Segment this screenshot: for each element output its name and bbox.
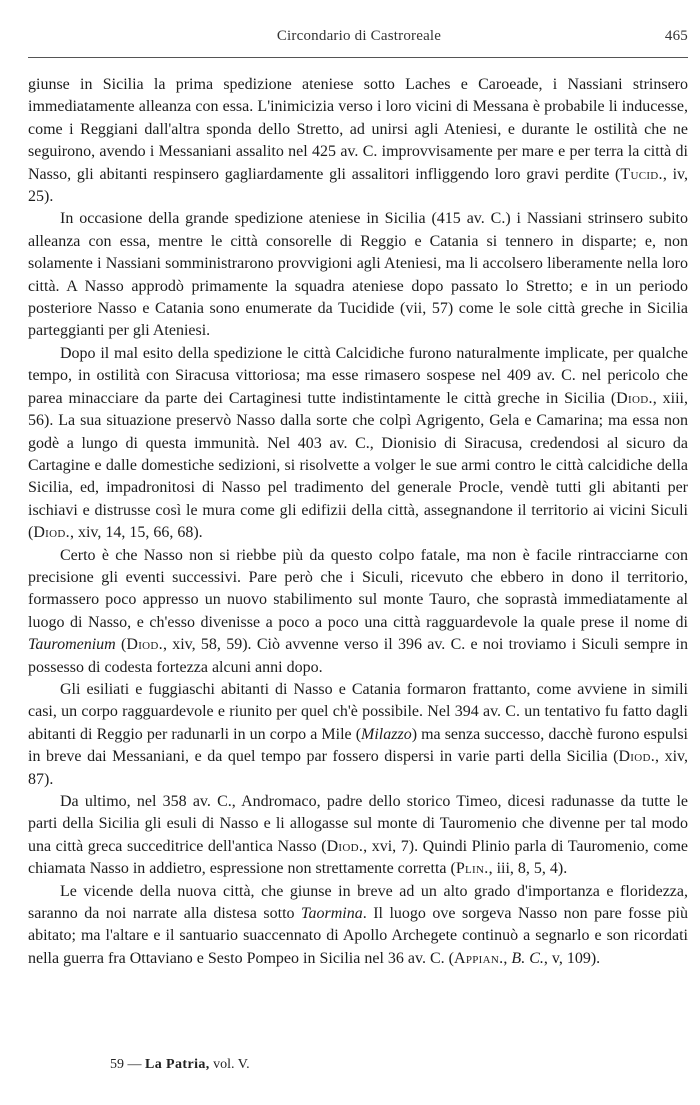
text-run: giunse in Sicilia la prima spedizione ateniese sotto Laches e Caroeade, i Nassiani strinsero immediatamente alleanza con essa. L'inimicizia verso i loro vicini di Messana è probabile li inducesse, come i Reggiani dall'altra sponda dello Stretto, ad unirsi agli Ateniesi, e durante le ostilità che ne seguirono, avendo i Messaniani assalito nel 425 av. C. improvvisamente per mare e per terra la città di Nasso, gli abitanti respinsero gagliardamente gli assalitori infliggendo loro gravi perdite ( — [28, 76, 688, 183]
running-head — [30, 28, 688, 48]
paragraph — [28, 343, 688, 545]
text-run: , iv, 25). — [28, 165, 688, 206]
citation-author: Appian. — [453, 949, 504, 967]
text-run: Certo è che Nasso non si riebbe più da questo colpo fatale, ma non è facile rintracciarne con precisione gli eventi successivi. Pare però che i Siculi, ricevuto che ebbero in dono il territorio, formassero poco appresso un nuovo stabilimento sul monte Tauro, che soprastà immediatamente al luogo di Nasso, e ch'esso divenisse a poco a poco una città ragguardevole la quale prese il nome di — [28, 546, 688, 631]
text-run: , xiv, 58, 59). Ciò avvenne verso il 396 av. C. e noi troviamo i Siculi sempre in possesso di codesta fortezza alcuni anni dopo. — [28, 636, 689, 676]
paragraph — [28, 679, 688, 791]
text-run: Gli esiliati e fuggiaschi abitanti di Nasso e Catania formaron frattanto, come avviene in simili casi, un corpo ragguardevole e riunito per quel ch'è possibile. Nel 394 av. C. un tentativo fu fatto dagli abitanti di Reggio per radunarli in un corpo a Mile ( — [28, 680, 688, 743]
text-run: , xiv, 14, 15, 66, 68). — [69, 524, 203, 542]
text-run: . Il luogo ove sorgeva Nasso non pare fosse più abitato; ma l'altare e il santuario suaccennato di Apollo Archegete continuò a segnarlo e son ricordati nella guerra fra Ottaviano e Sesto Pompeo in Sicilia nel 36 av. C. ( — [28, 905, 689, 967]
volume-label: vol. V. — [213, 1057, 250, 1072]
header-rule — [28, 57, 688, 58]
page-number: 465 — [664, 28, 688, 44]
text-run: , xiii, 56). La sua situazione preservò Nasso dalla sorte che colpì Agrigento, Gela e Camarina; ma essa non godè a lungo di questa immunità. Nel 403 av. C., Dionisio di Siracusa, credendosi al sicuro da Cartagine e dalle domestiche sedizioni, si risolvette a volger le sue armi contro le città calcidiche della Sicilia, ed, impadronitosi di Nasso pel tradimento del generale Procle, vendè tutti gli abitanti per ischiavi e distrusse così le mura come gli edifizii della città, assegnandone il territorio ai vicini Siculi ( — [28, 389, 688, 542]
citation-author: Diod. — [616, 389, 653, 407]
italic-term: Tauromenium — [28, 636, 116, 654]
italic-term: Taormina — [301, 905, 363, 923]
body-text — [28, 74, 688, 970]
italic-term: B. C. — [511, 949, 544, 967]
running-title: Circondario di Castroreale — [276, 28, 442, 44]
publication-title: La Patria, — [145, 1057, 210, 1072]
paragraph — [28, 208, 688, 342]
text-run: , v, 109). — [543, 949, 601, 967]
paragraph — [28, 791, 688, 881]
citation-author: Diod. — [33, 524, 70, 542]
text-run: Da ultimo, nel 358 av. C., Andromaco, padre dello storico Timeo, dicesi radunasse da tutte le parti della Sicilia gli esuli di Nasso e li allogasse sul monte di Tauromenio che divenne per tal modo una città greca succeditrice dell'antica Nasso ( — [28, 793, 688, 855]
paragraph — [28, 545, 688, 679]
text-run: Dopo il mal esito della spedizione le città Calcidiche furono naturalmente implicate, per qualche tempo, in ostilità con Siracusa vittoriosa; ma esse rimasero sospese nel 409 av. C. nel pericolo che parea minacciare da parte dei Cartaginesi tutte indistintamente le città greche in Sicilia ( — [28, 344, 688, 407]
paragraph — [28, 881, 688, 971]
text-run: Le vicende della nuova città, che giunse in breve ad un alto grado d'importanza e floridezza, saranno da noi narrate alla distesa sotto — [28, 882, 688, 923]
text-run: , iii, 8, 5, 4). — [488, 860, 568, 878]
citation-author: Plin. — [455, 860, 489, 878]
footer-signature — [110, 1057, 250, 1073]
italic-term: Milazzo — [361, 725, 412, 743]
paragraph — [28, 74, 688, 208]
citation-author: Diod. — [126, 636, 163, 654]
text-run: , xiv, 87). — [28, 748, 689, 788]
signature-number: 59 — — [110, 1057, 142, 1072]
text-run: In occasione della grande spedizione ateniese in Sicilia (415 av. C.) i Nassiani strinsero subito alleanza con essa, mentre le città consorelle di Reggio e Catania si tennero in disparte; e, non solamente i Nassiani somministrarono provvigioni agli Ateniesi, ma li accolsero liberamente nella loro città. A Nasso approdò primamente la squadra ateniese dopo passato lo Stretto; e in un periodo posteriore Nasso e Catania sono enumerate da Tucidide (vii, 57) come le sole città greche in Sicilia parteggianti per gli Ateniesi. — [28, 210, 688, 340]
text-run: , — [503, 949, 512, 967]
text-run: ) ma senza successo, dacchè furono espulsi in breve dai Messaniani, e da quel tempo par fossero dispersi in varie parti della Sicilia ( — [28, 725, 688, 766]
citation-author: Diod. — [618, 748, 656, 766]
text-run: ( — [115, 636, 127, 654]
citation-author: Tucid. — [620, 165, 663, 183]
text-run: , xvi, 7). Quindi Plinio parla di Tauromenio, come chiamata Nasso in addietro, espressione non strettamente corretta ( — [28, 837, 688, 878]
citation-author: Diod. — [326, 837, 364, 855]
